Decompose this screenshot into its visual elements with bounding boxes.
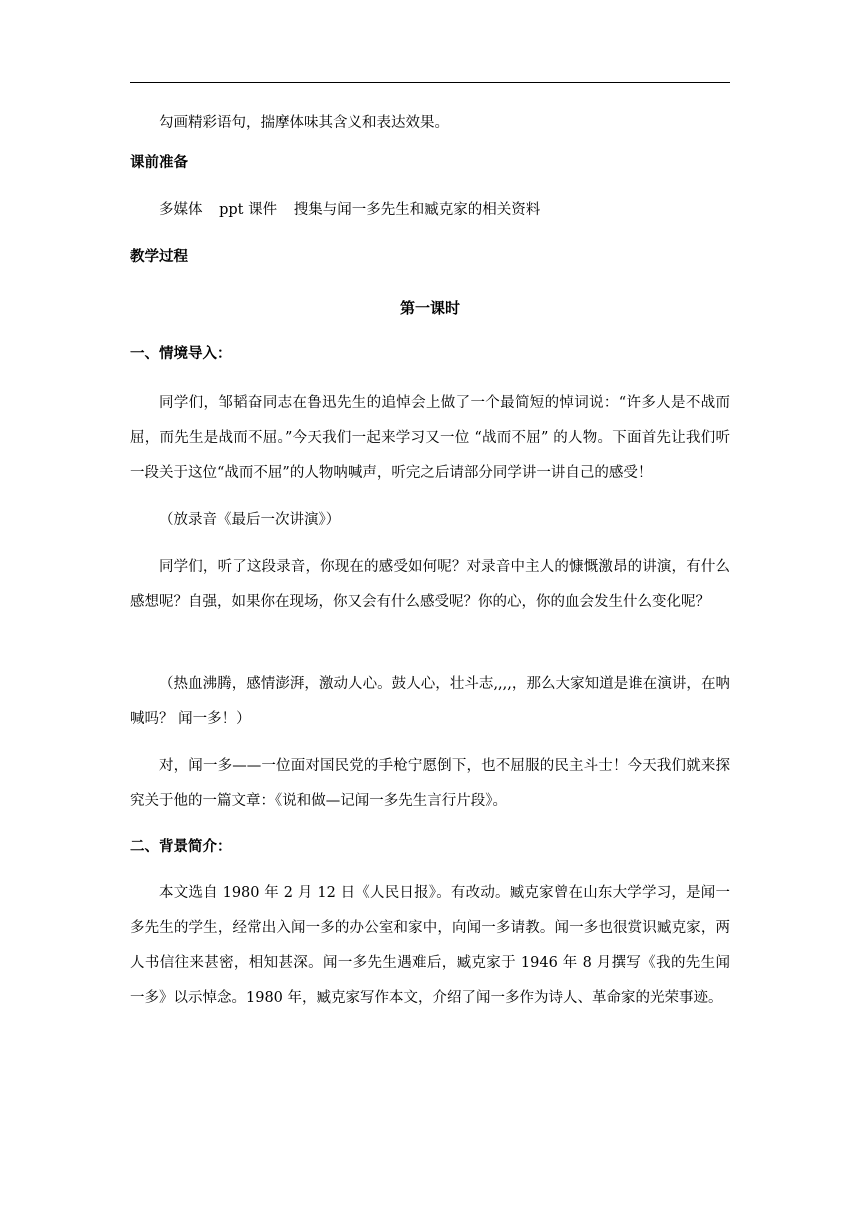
part-one-paragraph-5: 对，闻一多——一位面对国民党的手枪宁愿倒下，也不屈服的民主斗士！今天我们就来探究关于他的一篇文章：《说和做—记闻一多先生言行片段》。 [130,758,730,809]
part-one-paragraph-2: （放录音《最后一次讲演》） [159,512,341,528]
preparation-items [130,193,730,228]
process-heading: 教学过程 [130,249,188,265]
prep-item-media: 多媒体 [159,202,203,218]
preparation-heading: 课前准备 [130,155,188,171]
header-rule [130,82,730,83]
part-two-heading: 二、背景简介： [130,839,232,855]
prep-item-ppt: ppt 课件 [219,202,278,218]
part-two-paragraph-1: 本文选自 1980 年 2 月 12 日《人民日报》。有改动。臧克家曾在山东大学学习，是闻一多先生的学生，经常出入闻一多的办公室和家中，向闻一多请教。闻一多也很赏识臧克家，两人书信往来甚密，相知甚深。闻一多先生遇难后，臧克家于 1946 年 8 月撰写《我的先生闻一多》以示悼念。1980 年，臧克家写作本文，介绍了闻一多作为诗人、革命家的光荣事迹。 [130,885,730,1006]
part-one-paragraph-3: 同学们，听了这段录音，你现在的感受如何呢？对录音中主人的慷慨激昂的讲演，有什么感想呢？自强，如果你在现场，你又会有什么感受呢？你的心，你的血会发生什么变化呢？ [130,559,730,610]
part-one-paragraph-4: （热血沸腾，感情澎湃，激动人心。鼓人心，壮斗志,,,,，那么大家知道是谁在演讲，在呐喊吗？ 闻一多！） [130,676,730,727]
part-one-heading: 一、情境导入： [130,346,232,362]
lesson-title: 第一课时 [399,299,460,317]
intro-line: 勾画精彩语句，揣摩体味其含义和表达效果。 [159,115,449,131]
part-one-paragraph-1: 同学们，邹韬奋同志在鲁迅先生的追悼会上做了一个最简短的悼词说：“许多人是不战而屈，而先生是战而不屈。”今天我们一起来学习又一位 “战而不屈” 的人物。下面首先让我们听一段关于这位“战而不屈”的人物呐喊声，听完之后请部分同学讲一讲自己的感受！ [130,395,730,481]
prep-item-materials: 搜集与闻一多先生和臧克家的相关资料 [293,202,541,218]
